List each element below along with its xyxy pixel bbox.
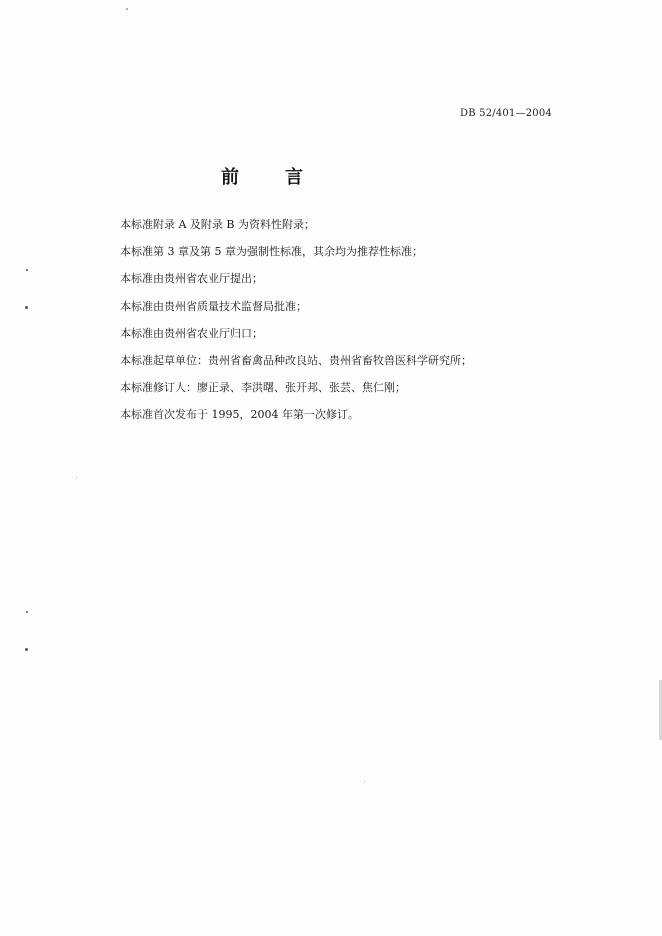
paragraph-proposed-by: 本标准由贵州省农业厅提出； (120, 272, 263, 286)
paragraph-drafting-units: 本标准起草单位：贵州省畜禽品种改良站、贵州省畜牧兽医科学研究所； (120, 353, 472, 367)
scan-speck (26, 611, 28, 613)
scan-speck (26, 269, 28, 271)
document-code: DB 52/401—2004 (460, 108, 552, 119)
scan-speck (126, 8, 128, 10)
paragraph-publication-history: 本标准首次发布于 1995，2004 年第一次修订。 (120, 408, 359, 422)
paragraph-appendix-note: 本标准附录 A 及附录 B 为资料性附录； (120, 218, 316, 231)
foreword-title: 前言 (221, 167, 349, 188)
paragraph-approved-by: 本标准由贵州省质量技术监督局批准； (120, 299, 307, 313)
foreword-body (120, 218, 580, 436)
scan-speck (25, 648, 28, 651)
scan-speck (25, 306, 28, 309)
paragraph-mandatory-note: 本标准第 3 章及第 5 章为强制性标准，其余均为推荐性标准； (120, 245, 423, 259)
paragraph-administered-by: 本标准由贵州省农业厅归口； (120, 326, 263, 340)
paragraph-revisers: 本标准修订人：廖正录、李洪曙、张开邦、张芸、焦仁刚； (120, 381, 406, 395)
scan-speck (364, 781, 365, 782)
scan-speck (76, 477, 77, 478)
